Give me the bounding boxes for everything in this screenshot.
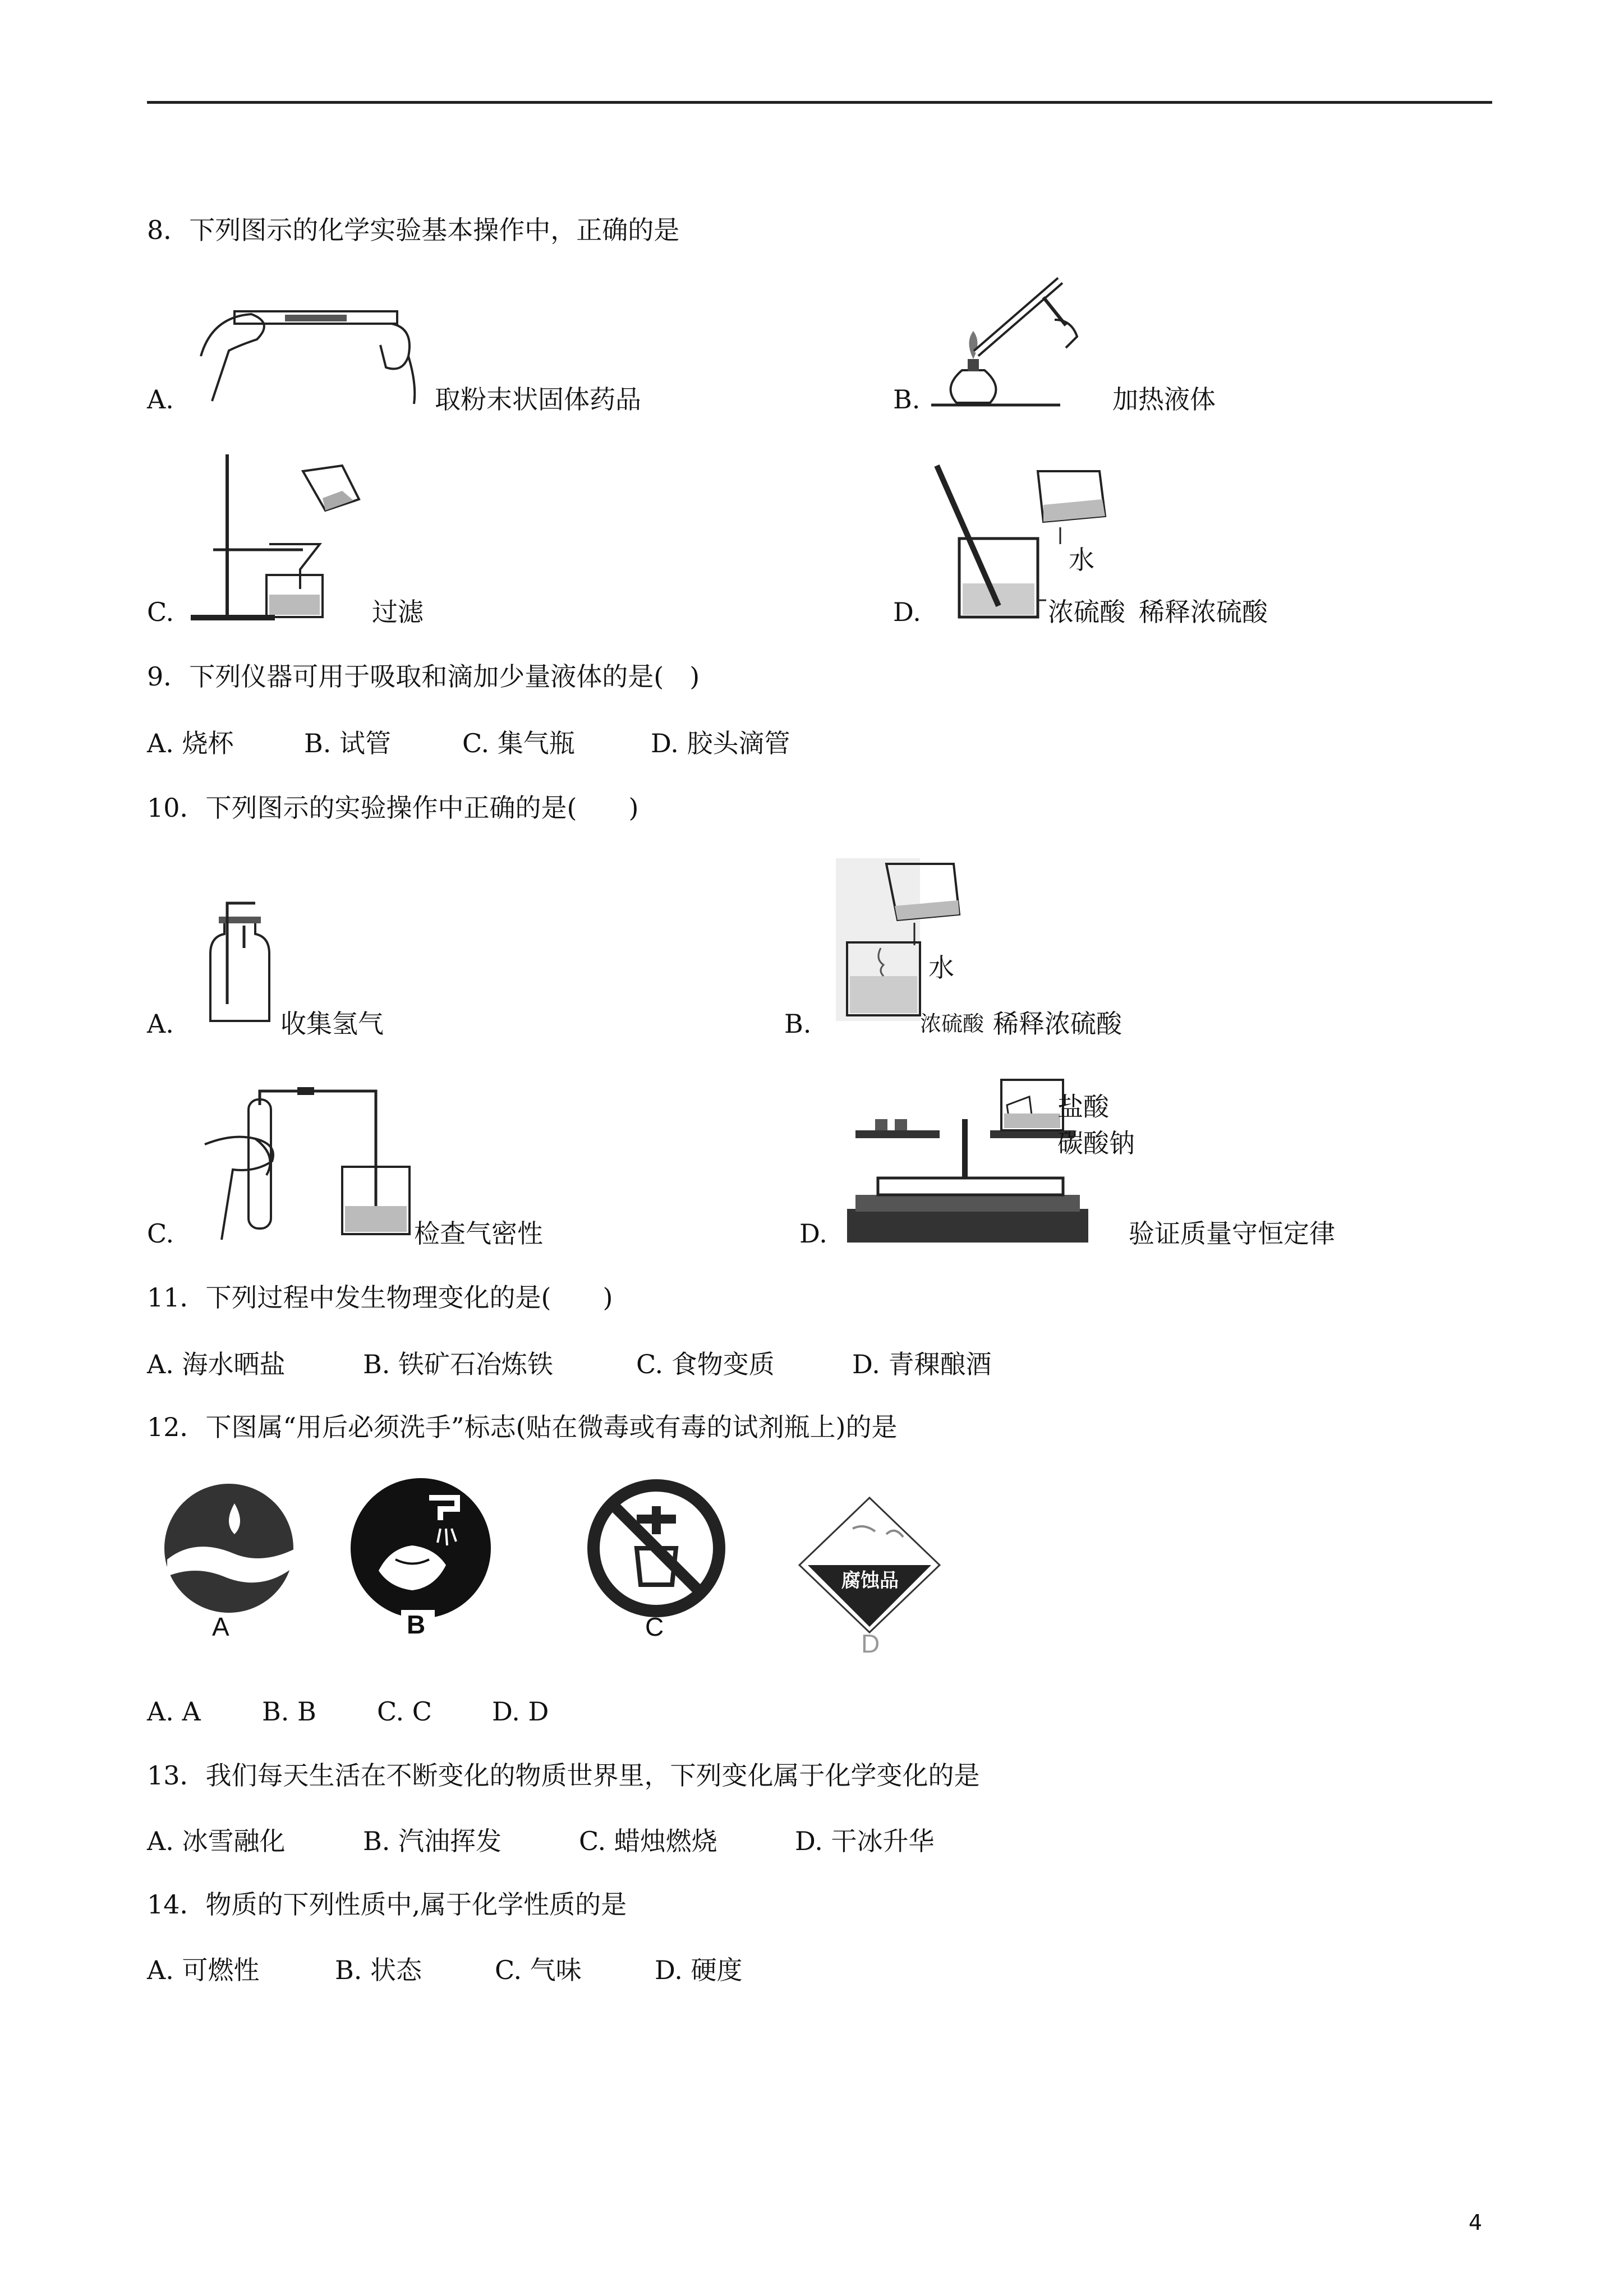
q9-choice-b: B. 试管 [304, 728, 392, 758]
q8-b-figure-heating [931, 275, 1099, 409]
q8-d-letter: D. [893, 597, 921, 627]
q8-c-figure-filtration [191, 449, 370, 623]
q14-choice-b: B. 状态 [335, 1955, 422, 1985]
q11-stem: 11．下列过程中发生物理变化的是( ) [147, 1282, 613, 1313]
q10-d-figure-balance [844, 1074, 1091, 1248]
q12-sign-c-label: C [645, 1612, 664, 1641]
q9-choices [147, 728, 790, 759]
q12-choice-a: A. A [147, 1696, 201, 1727]
q12-sign-d-label: D [861, 1629, 880, 1658]
q10-a-letter: A. [147, 1009, 174, 1039]
q8-d-caption: 稀释浓硫酸 [1139, 597, 1268, 627]
q8-d-label-water: 水 [1069, 545, 1094, 575]
q10-b-figure-dilution [830, 853, 999, 1027]
q10-a-figure-gas-bottle [194, 892, 283, 1032]
q10-c-caption: 检查气密性 [414, 1218, 543, 1249]
q13-stem: 13．我们每天生活在不断变化的物质世界里，下列变化属于化学变化的是 [147, 1760, 980, 1791]
header-rule [147, 101, 1492, 104]
q11-choice-d: D. 青稞酿酒 [852, 1349, 992, 1379]
q12-sign-d-text: 腐蚀品 [841, 1570, 899, 1592]
q14-choice-a: A. 可燃性 [147, 1955, 260, 1985]
q10-c-figure-airtightness [199, 1077, 418, 1245]
q9-choice-c: C. 集气瓶 [462, 728, 575, 758]
q11-choice-a: A. 海水晒盐 [147, 1349, 286, 1379]
q9-stem: 9．下列仪器可用于吸取和滴加少量液体的是( ) [147, 661, 700, 692]
q11-choices [147, 1349, 992, 1380]
q13-choice-b: B. 汽油挥发 [363, 1826, 502, 1856]
page-number: 4 [1469, 2210, 1483, 2235]
q13-choice-a: A. 冰雪融化 [147, 1826, 286, 1856]
q8-stem: 8．下列图示的化学实验基本操作中，正确的是 [147, 215, 680, 245]
q8-a-figure-powder [190, 289, 425, 407]
q10-c-letter: C. [147, 1218, 174, 1249]
q14-choices [147, 1954, 743, 1986]
q12-choice-c: C. C [377, 1696, 432, 1727]
q8-a-letter: A. [147, 384, 174, 415]
q13-choice-d: D. 干冰升华 [795, 1826, 935, 1856]
q12-sign-a-label: A [212, 1612, 229, 1641]
q13-choices [147, 1825, 935, 1857]
q10-b-letter: B. [784, 1009, 812, 1039]
q12-stem: 12．下图属“用后必须洗手”标志(贴在微毒或有毒的试剂瓶上)的是 [147, 1412, 898, 1442]
q13-choice-c: C. 蜡烛燃烧 [579, 1826, 717, 1856]
q14-choice-d: D. 硬度 [655, 1955, 743, 1985]
q12-sign-b-hand-wash-icon [345, 1475, 496, 1627]
q8-c-caption: 过滤 [372, 597, 424, 627]
q14-stem: 14．物质的下列性质中,属于化学性质的是 [147, 1889, 627, 1920]
q10-b-caption: 稀释浓硫酸 [993, 1009, 1122, 1039]
q8-c-letter: C. [147, 597, 174, 627]
q12-choice-b: B. B [262, 1696, 316, 1727]
q10-d-letter: D. [799, 1218, 827, 1249]
q9-choice-a: A. 烧杯 [147, 728, 234, 758]
q12-choice-d: D. D [492, 1696, 549, 1727]
q8-d-label-acid: 浓硫酸 [1048, 597, 1125, 627]
q10-stem: 10．下列图示的实验操作中正确的是( ) [147, 793, 639, 823]
q12-choices [147, 1696, 549, 1727]
q10-d-label-hcl: 盐酸 [1057, 1092, 1109, 1122]
q12-sign-b-label: B [407, 1610, 426, 1639]
q8-b-caption: 加热液体 [1112, 384, 1216, 415]
q10-d-label-na2co3: 碳酸钠 [1057, 1128, 1135, 1158]
q11-choice-b: B. 铁矿石冶炼铁 [363, 1349, 554, 1379]
q11-choice-c: C. 食物变质 [636, 1349, 775, 1379]
q10-d-caption: 验证质量守恒定律 [1129, 1218, 1335, 1249]
q10-b-label-acid: 浓硫酸 [920, 1011, 984, 1036]
q12-sign-a-icon [150, 1481, 307, 1627]
q8-b-letter: B. [893, 384, 921, 415]
q10-a-caption: 收集氢气 [280, 1009, 384, 1039]
q8-a-caption: 取粉末状固体药品 [435, 384, 641, 415]
q12-sign-c-no-drinking-icon [583, 1475, 729, 1621]
q10-b-label-water: 水 [928, 953, 954, 983]
q14-choice-c: C. 气味 [495, 1955, 582, 1985]
q9-choice-d: D. 胶头滴管 [651, 728, 790, 758]
